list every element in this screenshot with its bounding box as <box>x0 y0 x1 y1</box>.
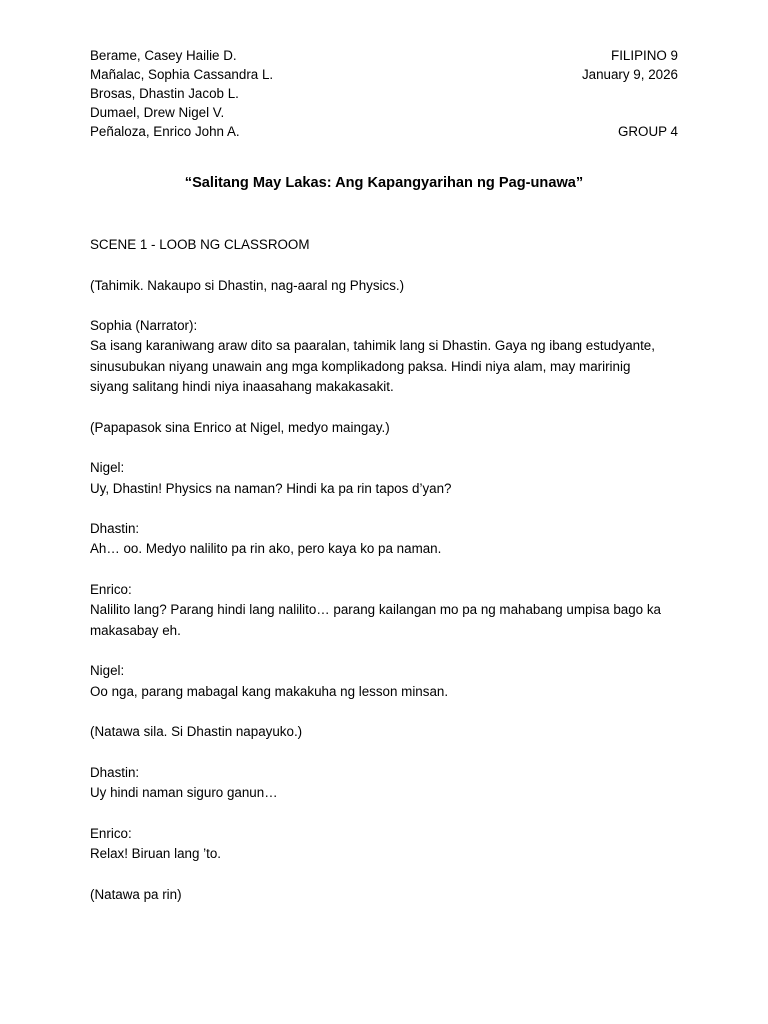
date-label: January 9, 2026 <box>581 67 678 82</box>
dialogue-line: makasabay eh. <box>90 622 181 638</box>
script-block <box>90 580 680 641</box>
header-row <box>90 65 678 84</box>
dialogue-line: Uy, Dhastin! Physics na naman? Hindi ka pa rin tapos d’yan? <box>90 480 452 496</box>
script-block <box>90 458 680 499</box>
stage-direction: (Natawa sila. Si Dhastin napayuko.) <box>90 724 303 740</box>
dialogue-line: Nalilito lang? Parang hindi lang nalilito… parang kailangan mo pa ng mahabang umpisa bago ka <box>90 602 661 618</box>
author-name: Berame, Casey Hailie D. <box>90 48 237 63</box>
document-header <box>90 46 678 141</box>
dialogue-line: siyang salitang hindi niya inaasahang makakasakit. <box>90 379 394 395</box>
dialogue-line: Ah… oo. Medyo nalilito pa rin ako, pero kaya ko pa naman. <box>90 541 442 557</box>
dialogue-line: Oo nga, parang mabagal kang makakuha ng lesson minsan. <box>90 683 449 699</box>
speaker-name: Nigel: <box>90 460 125 476</box>
script-block <box>90 316 680 397</box>
group-label: GROUP 4 <box>617 124 678 139</box>
script-block <box>90 885 680 905</box>
script-block <box>90 661 680 702</box>
header-row <box>90 103 678 122</box>
scene-heading: SCENE 1 - LOOB NG CLASSROOM <box>90 237 310 252</box>
speaker-name: Nigel: <box>90 663 125 679</box>
dialogue-line: Uy hindi naman siguro ganun… <box>90 785 278 801</box>
stage-direction: (Tahimik. Nakaupo si Dhastin, nag-aaral ng Physics.) <box>90 277 405 293</box>
stage-direction: (Natawa pa rin) <box>90 886 182 902</box>
dialogue-line: Relax! Biruan lang ’to. <box>90 845 222 861</box>
script-block <box>90 418 680 438</box>
speaker-name: Sophia (Narrator): <box>90 318 198 334</box>
speaker-name: Enrico: <box>90 825 132 841</box>
author-name: Dumael, Drew Nigel V. <box>90 105 225 120</box>
script-block <box>90 235 680 255</box>
script-block <box>90 276 680 296</box>
author-name: Mañalac, Sophia Cassandra L. <box>90 67 274 82</box>
script-block <box>90 763 680 804</box>
script-block <box>90 519 680 560</box>
header-row <box>90 122 678 141</box>
header-row <box>90 46 678 65</box>
dialogue-line: sinusubukan niyang unawain ang mga komplikadong paksa. Hindi niya alam, may maririnig <box>90 358 631 374</box>
author-name: Brosas, Dhastin Jacob L. <box>90 86 239 101</box>
script-block <box>90 824 680 865</box>
stage-direction: (Papapasok sina Enrico at Nigel, medyo maingay.) <box>90 419 390 435</box>
subject-label: FILIPINO 9 <box>611 48 678 63</box>
script-body <box>90 235 680 925</box>
script-block <box>90 722 680 742</box>
speaker-name: Dhastin: <box>90 521 140 537</box>
document-title: “Salitang May Lakas: Ang Kapangyarihan ng Pag-unawa” <box>184 175 584 191</box>
speaker-name: Dhastin: <box>90 764 140 780</box>
author-name: Peñaloza, Enrico John A. <box>90 124 240 139</box>
dialogue-line: Sa isang karaniwang araw dito sa paaralan, tahimik lang si Dhastin. Gaya ng ibang estudyante, <box>90 338 655 354</box>
speaker-name: Enrico: <box>90 582 132 598</box>
header-row <box>90 84 678 103</box>
